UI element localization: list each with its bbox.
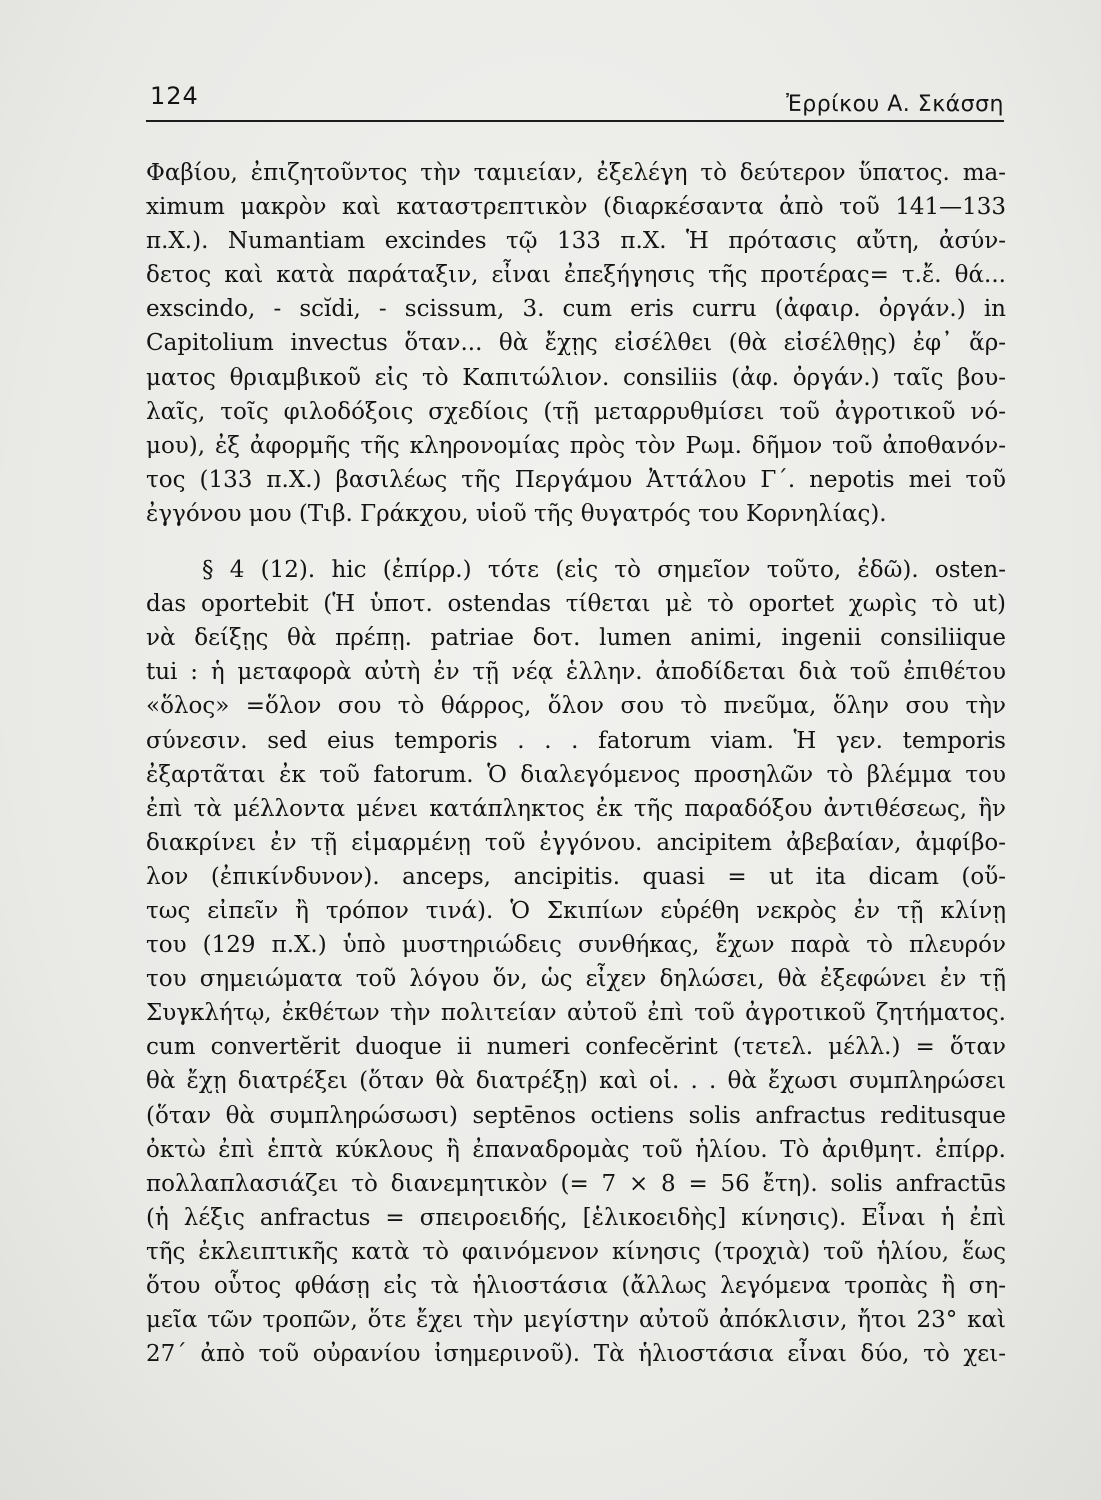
text-line: (ἡ λέξις anfractus = σπειροειδής, [ἑλικοειδὴς] κίνησις). Εἶναι ἡ ἐπὶ — [146, 1204, 1006, 1231]
text-line: μου), ἐξ ἀφορμῆς τῆς κληρονομίας πρὸς τὸν Ρωμ. δῆμον τοῦ ἀποθανόν- — [146, 432, 1006, 459]
text-line: του (129 π.Χ.) ὑπὸ μυστηριώδεις συνθήκας, ἔχων παρὰ τὸ πλευρόν — [146, 932, 1006, 959]
text-line: πολλαπλασιάζει τὸ διανεμητικὸν (= 7 × 8 = 56 ἔτη). solis anfractūs — [146, 1170, 1006, 1197]
text-line: ἐξαρτᾶται ἐκ τοῦ fatorum. Ὁ διαλεγόμενος προσηλῶν τὸ βλέμμα του — [146, 761, 1006, 788]
text-line: ματος θριαμβικοῦ εἰς τὸ Καπιτώλιον. consiliis (ἀφ. ὀργάν.) ταῖς βου- — [146, 364, 1006, 391]
text-line: ximum μακρὸν καὶ καταστρεπτικὸν (διαρκέσαντα ἀπὸ τοῦ 141—133 — [146, 194, 1006, 221]
text-line: Συγκλήτῳ, ἐκθέτων τὴν πολιτείαν αὐτοῦ ἐπὶ τοῦ ἀγροτικοῦ ζητήματος. — [146, 1000, 1006, 1027]
paragraph-2 — [146, 553, 1006, 1371]
text-line: λον (ἐπικίνδυνον). anceps, ancipitis. quasi = ut ita dicam (οὕ- — [146, 863, 1006, 890]
body-text — [146, 156, 1006, 1371]
text-line: σύνεσιν. sed eius temporis . . . fatorum viam. Ἡ γεν. temporis — [146, 727, 1006, 754]
text-line: (ὅταν θὰ συμπληρώσωσι) septēnos octiens solis anfractus reditusque — [146, 1102, 1006, 1129]
text-line: Capitolium invectus ὅταν... θὰ ἔχῃς εἰσέλθει (θὰ εἰσέλθῃς) ἐφ᾽ ἅρ- — [146, 330, 1006, 357]
text-line: «ὅλος» =ὅλον σου τὸ θάρρος, ὅλον σου τὸ πνεῦμα, ὅλην σου τὴν — [146, 693, 1006, 720]
section-heading-line: § 4 (12). hic (ἐπίρρ.) τότε (εἰς τὸ σημεῖον τοῦτο, ἐδῶ). osten- — [202, 557, 1006, 584]
text-line: 27΄ ἀπὸ τοῦ οὐρανίου ἰσημερινοῦ). Τὰ ἡλιοστάσια εἶναι δύο, τὸ χει- — [146, 1341, 1006, 1368]
text-line: cum convertĕrit duoque ii numeri confecĕrint (τετελ. μέλλ.) = ὅταν — [146, 1034, 1006, 1061]
running-head: Ἐρρίκου Α. Σκάσση — [786, 92, 1004, 117]
text-line: ὀκτὼ ἐπὶ ἑπτὰ κύκλους ἢ ἐπαναδρομὰς τοῦ ἡλίου. Τὸ ἀριθμητ. ἐπίρρ. — [146, 1136, 1006, 1163]
text-line: θὰ ἔχῃ διατρέξει (ὅταν θὰ διατρέξῃ) καὶ οἱ. . . θὰ ἔχωσι συμπληρώσει — [146, 1068, 1006, 1095]
text-line-last: ἐγγόνου μου (Τιβ. Γράκχου, υἱοῦ τῆς θυγατρός του Κορνηλίας). — [146, 500, 887, 527]
text-line: τῆς ἐκλειπτικῆς κατὰ τὸ φαινόμενον κίνησις (τροχιὰ) τοῦ ἡλίου, ἕως — [146, 1238, 1006, 1265]
text-line: μεῖα τῶν τροπῶν, ὅτε ἔχει τὴν μεγίστην αὐτοῦ ἀπόκλισιν, ἤτοι 23° καὶ — [146, 1307, 1006, 1334]
text-line: exscindo, - scĭdi, - scissum, 3. cum eris curru (ἀφαιρ. ὀργάν.) in — [146, 296, 1006, 323]
text-line: νὰ δείξῃς θὰ πρέπῃ. patriae δοτ. lumen animi, ingenii consiliique — [146, 625, 1006, 652]
text-line: tui : ἡ μεταφορὰ αὐτὴ ἐν τῇ νέᾳ ἑλλην. ἀποδίδεται διὰ τοῦ ἐπιθέτου — [146, 659, 1006, 686]
text-line: του σημειώματα τοῦ λόγου ὅν, ὡς εἶχεν δηλώσει, θὰ ἐξεφώνει ἐν τῇ — [146, 966, 1006, 993]
text-line: Φαβίου, ἐπιζητοῦντος τὴν ταμιείαν, ἐξελέγη τὸ δεύτερον ὕπατος. ma- — [146, 160, 1006, 186]
paragraph-spacer — [146, 531, 1006, 553]
text-line: π.Χ.). Numantiam excindes τῷ 133 π.Χ. Ἡ πρότασις αὔτη, ἀσύν- — [146, 228, 1006, 255]
text-line: διακρίνει ἐν τῇ εἱμαρμένῃ τοῦ ἐγγόνου. ancipitem ἀβεβαίαν, ἀμφίβο- — [146, 829, 1006, 856]
text-line: λαῖς, τοῖς φιλοδόξοις σχεδίοις (τῇ μεταρρυθμίσει τοῦ ἀγροτικοῦ νό- — [146, 398, 1006, 425]
text-line: ἐπὶ τὰ μέλλοντα μένει κατάπληκτος ἐκ τῆς παραδόξου ἀντιθέσεως, ἣν — [146, 795, 1006, 822]
text-line: τος (133 π.Χ.) βασιλέως τῆς Περγάμου Ἀττάλου Γ΄. nepotis mei τοῦ — [146, 466, 1006, 493]
paragraph-1 — [146, 156, 1006, 531]
text-line: τως εἰπεῖν ἢ τρόπον τινά). Ὁ Σκιπίων εὑρέθη νεκρὸς ἐν τῇ κλίνῃ — [146, 897, 1006, 924]
text-line: das oportebit (Ἡ ὑποτ. ostendas τίθεται μὲ τὸ oportet χωρὶς τὸ ut) — [146, 591, 1006, 618]
page-number: 124 — [150, 82, 199, 110]
page-header — [146, 80, 1004, 122]
text-line: ὅτου οὗτος φθάσῃ εἰς τὰ ἡλιοστάσια (ἄλλως λεγόμενα τροπὰς ἢ ση- — [146, 1273, 1006, 1299]
text-line: δετος καὶ κατὰ παράταξιν, εἶναι ἐπεξήγησις τῆς προτέρας= τ.ἔ. θά... — [146, 262, 1006, 289]
